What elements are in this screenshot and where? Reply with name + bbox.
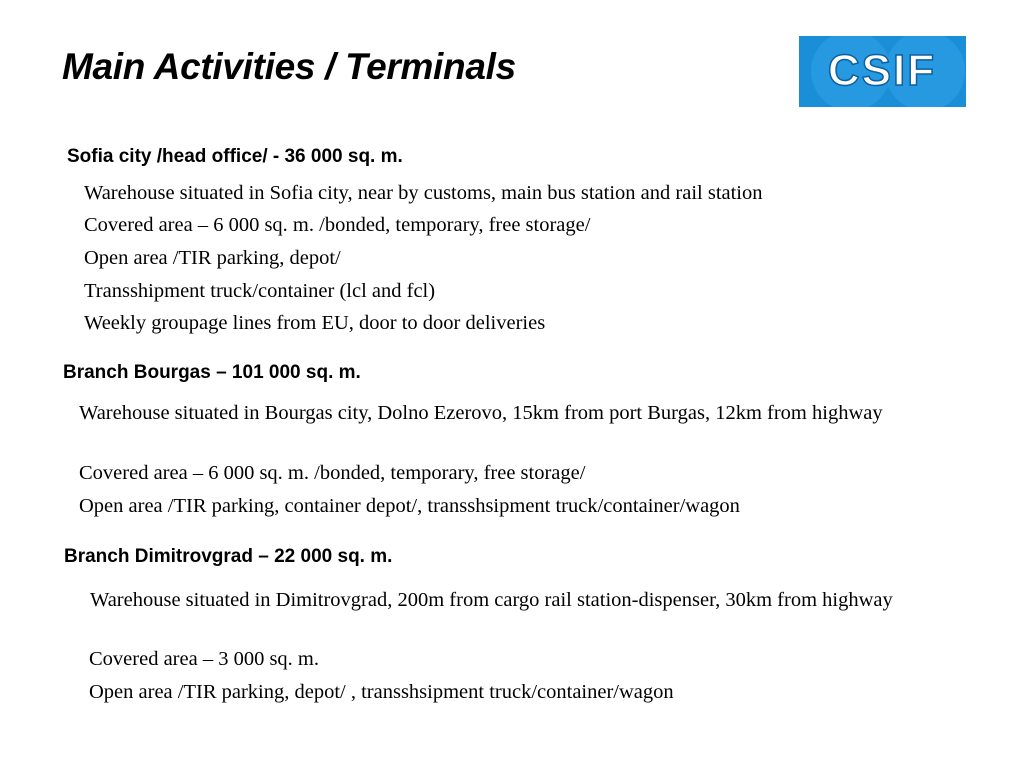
sofia-line: Warehouse situated in Sofia city, near by customs, main bus station and rail station xyxy=(84,182,763,204)
dimitrovgrad-line: Open area /TIR parking, depot/ , transshsipment truck/container/wagon xyxy=(89,681,674,703)
sofia-line: Transshipment truck/container (lcl and fcl) xyxy=(84,280,436,302)
sofia-line: Covered area – 6 000 sq. m. /bonded, temporary, free storage/ xyxy=(84,214,591,236)
bourgas-line: Covered area – 6 000 sq. m. /bonded, temporary, free storage/ xyxy=(79,462,586,484)
bourgas-line: Warehouse situated in Bourgas city, Dolno Ezerovo, 15km from port Burgas, 12km from highway xyxy=(79,402,883,424)
slide-title: Main Activities / Terminals xyxy=(62,46,516,87)
dimitrovgrad-line: Warehouse situated in Dimitrovgrad, 200m from cargo rail station-dispenser, 30km from highway xyxy=(90,589,893,611)
sofia-line: Open area /TIR parking, depot/ xyxy=(84,247,341,269)
section-heading-sofia: Sofia city /head office/ - 36 000 sq. m. xyxy=(67,146,403,167)
sofia-line: Weekly groupage lines from EU, door to door deliveries xyxy=(84,312,546,334)
section-heading-bourgas: Branch Bourgas – 101 000 sq. m. xyxy=(63,362,361,383)
dimitrovgrad-line: Covered area – 3 000 sq. m. xyxy=(89,648,319,670)
csif-logo xyxy=(799,36,966,107)
bourgas-line: Open area /TIR parking, container depot/, transshsipment truck/container/wagon xyxy=(79,495,740,517)
section-heading-dimitrovgrad: Branch Dimitrovgrad – 22 000 sq. m. xyxy=(64,546,393,567)
logo-text: CSIF xyxy=(827,46,937,95)
